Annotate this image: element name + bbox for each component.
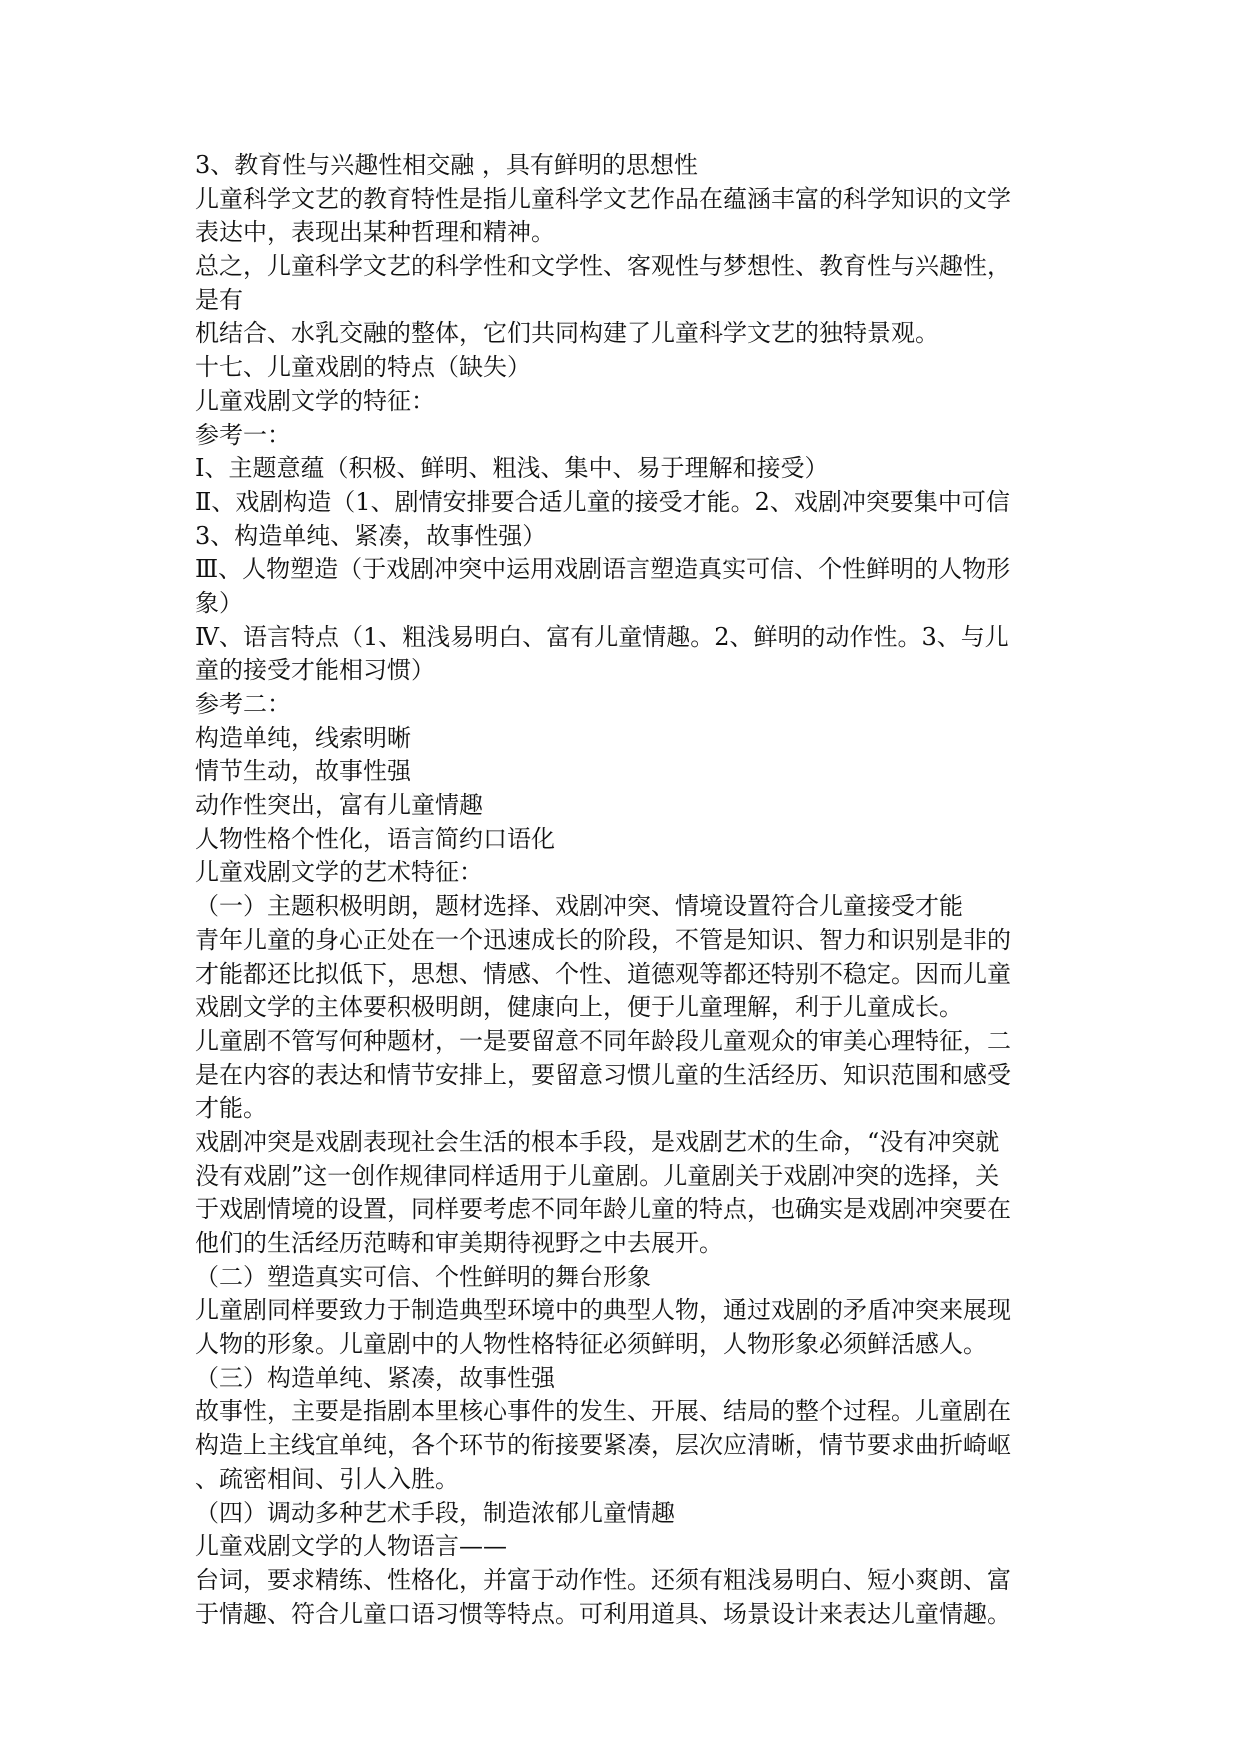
text-line: 儿童科学文艺的教育特性是指儿童科学文艺作品在蕴涵丰富的科学知识的文学: [195, 184, 1011, 213]
text-line: 儿童戏剧文学的艺术特征：: [195, 858, 483, 887]
section-heading: 十七、儿童戏剧的特点（缺失）: [195, 353, 531, 382]
text-line: （二）塑造真实可信、个性鲜明的舞台形象: [195, 1262, 651, 1291]
text-line: 于情趣、符合儿童口语习惯等特点。可利用道具、场景设计来表达儿童情趣。: [195, 1599, 1011, 1628]
text-line: 童的接受才能相习惯）: [195, 656, 435, 685]
text-line: 是有: [195, 285, 243, 314]
document-page: [195, 149, 1095, 1631]
text-line: 儿童剧不管写何种题材，一是要留意不同年龄段儿童观众的审美心理特征，二: [195, 1026, 1011, 1055]
text-line: 儿童戏剧文学的特征：: [195, 386, 435, 415]
text-line: 故事性，主要是指剧本里核心事件的发生、开展、结局的整个过程。儿童剧在: [195, 1397, 1011, 1426]
text-line: （三）构造单纯、紧凑，故事性强: [195, 1363, 555, 1392]
text-line: Ⅳ、语言特点（1、粗浅易明白、富有儿童情趣。2、鲜明的动作性。3、与儿: [195, 622, 1009, 651]
text-line: 参考二：: [195, 690, 291, 718]
text-line: 于戏剧情境的设置，同样要考虑不同年龄儿童的特点，也确实是戏剧冲突要在: [195, 1195, 1011, 1224]
text-line: 人物性格个性化，语言简约口语化: [195, 824, 555, 853]
text-line: 青年儿童的身心正处在一个迅速成长的阶段，不管是知识、智力和识别是非的: [195, 925, 1011, 954]
text-line: 总之，儿童科学文艺的科学性和文学性、客观性与梦想性、教育性与兴趣性，: [195, 252, 1011, 281]
text-line: 参考一：: [195, 420, 291, 449]
text-line: 构造单纯，线索明晰: [195, 723, 411, 752]
text-line: 戏剧冲突是戏剧表现社会生活的根本手段，是戏剧艺术的生命，“没有冲突就: [195, 1127, 1000, 1156]
text-line: 人物的形象。儿童剧中的人物性格特征必须鲜明，人物形象必须鲜活感人。: [195, 1330, 987, 1359]
text-line: 儿童剧同样要致力于制造典型环境中的典型人物，通过戏剧的矛盾冲突来展现: [195, 1296, 1011, 1325]
text-line: 象）: [195, 588, 243, 617]
text-line: 才能。: [195, 1094, 267, 1123]
text-line: Ⅰ、主题意蕴（积极、鲜明、粗浅、集中、易于理解和接受）: [195, 454, 829, 483]
text-line: 才能都还比拟低下，思想、情感、个性、道德观等都还特别不稳定。因而儿童: [195, 959, 1011, 988]
text-line: 表达中，表现出某种哲理和精神。: [195, 218, 555, 247]
text-line: 机结合、水乳交融的整体，它们共同构建了儿童科学文艺的独特景观。: [195, 319, 939, 348]
text-line: 戏剧文学的主体要积极明朗，健康向上，便于儿童理解，利于儿童成长。: [195, 993, 963, 1022]
text-line: 3、教育性与兴趣性相交融 ，具有鲜明的思想性: [195, 151, 698, 179]
text-line: 情节生动，故事性强: [195, 757, 411, 786]
text-line: Ⅲ、人物塑造（于戏剧冲突中运用戏剧语言塑造真实可信、个性鲜明的人物形: [195, 555, 1011, 584]
text-line: （一）主题积极明朗，题材选择、戏剧冲突、情境设置符合儿童接受才能: [195, 892, 963, 921]
text-line: 没有戏剧”这一创作规律同样适用于儿童剧。儿童剧关于戏剧冲突的选择，关: [195, 1161, 1000, 1190]
text-line: 他们的生活经历范畴和审美期待视野之中去展开。: [195, 1229, 723, 1257]
text-line: 动作性突出，富有儿童情趣: [195, 791, 483, 820]
text-line: 是在内容的表达和情节安排上，要留意习惯儿童的生活经历、知识范围和感受: [195, 1060, 1011, 1089]
text-line: 儿童戏剧文学的人物语言——: [195, 1532, 507, 1561]
text-line: 3、构造单纯、紧凑，故事性强）: [195, 521, 547, 550]
text-line: （四）调动多种艺术手段，制造浓郁儿童情趣: [195, 1498, 675, 1527]
text-line: 台词，要求精练、性格化，并富于动作性。还须有粗浅易明白、短小爽朗、富: [195, 1565, 1011, 1594]
text-line: 构造上主线宜单纯，各个环节的衔接要紧凑，层次应清晰，情节要求曲折崎岖: [195, 1431, 1011, 1460]
text-line: 、疏密相间、引人入胜。: [195, 1464, 459, 1493]
text-line: Ⅱ、戏剧构造（1、剧情安排要合适儿童的接受才能。2、戏剧冲突要集中可信: [195, 487, 1010, 516]
